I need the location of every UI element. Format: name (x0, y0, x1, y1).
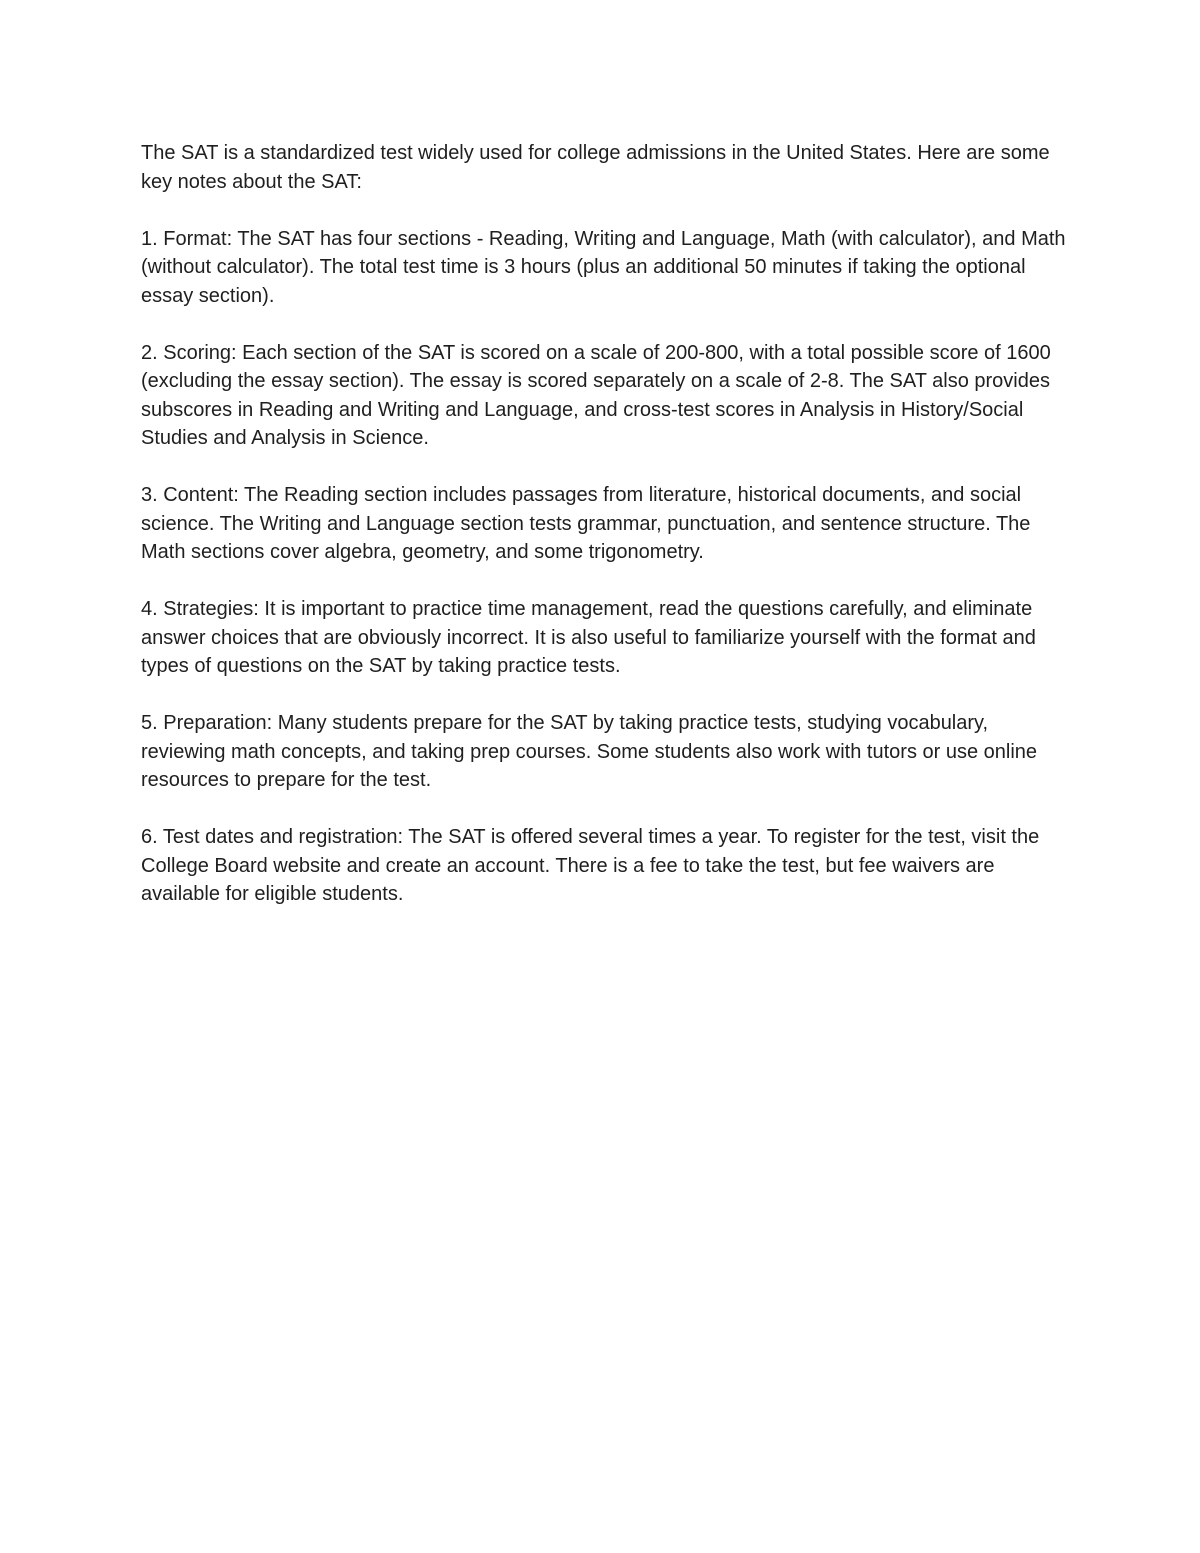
point-test-dates-registration: 6. Test dates and registration: The SAT is offered several times a year. To register for the test, visit the College Board website and create an account. There is a fee to take the test, but fee waivers are available for eligible students. (141, 826, 1040, 905)
document-body (141, 139, 1066, 937)
point-format: 1. Format: The SAT has four sections - Reading, Writing and Language, Math (with calculator), and Math (without calculator). The total test time is 3 hours (plus an additional 50 minutes if taking the optional essay section). (141, 227, 1066, 307)
point-content: 3. Content: The Reading section includes passages from literature, historical documents, and social science. The Writing and Language section tests grammar, punctuation, and sentence structure. The Math sections cover algebra, geometry, and some trigonometry. (141, 484, 1031, 563)
point-strategies: 4. Strategies: It is important to practice time management, read the questions carefully, and eliminate answer choices that are obviously incorrect. It is also useful to familiarize yourself with the format and types of questions on the SAT by taking practice tests. (141, 598, 1036, 677)
point-preparation: 5. Preparation: Many students prepare for the SAT by taking practice tests, studying vocabulary, reviewing math concepts, and taking prep courses. Some students also work with tutors or use online resources to prepare for the test. (141, 712, 1038, 791)
point-scoring: 2. Scoring: Each section of the SAT is scored on a scale of 200-800, with a total possible score of 1600 (excluding the essay section). The essay is scored separately on a scale of 2-8. The SAT also provides subscores in Reading and Writing and Language, and cross-test scores in Analysis in History/Social Studies and Analysis in Science. (141, 341, 1051, 449)
intro-paragraph: The SAT is a standardized test widely used for college admissions in the United States. Here are some key notes about the SAT: (141, 142, 1050, 193)
